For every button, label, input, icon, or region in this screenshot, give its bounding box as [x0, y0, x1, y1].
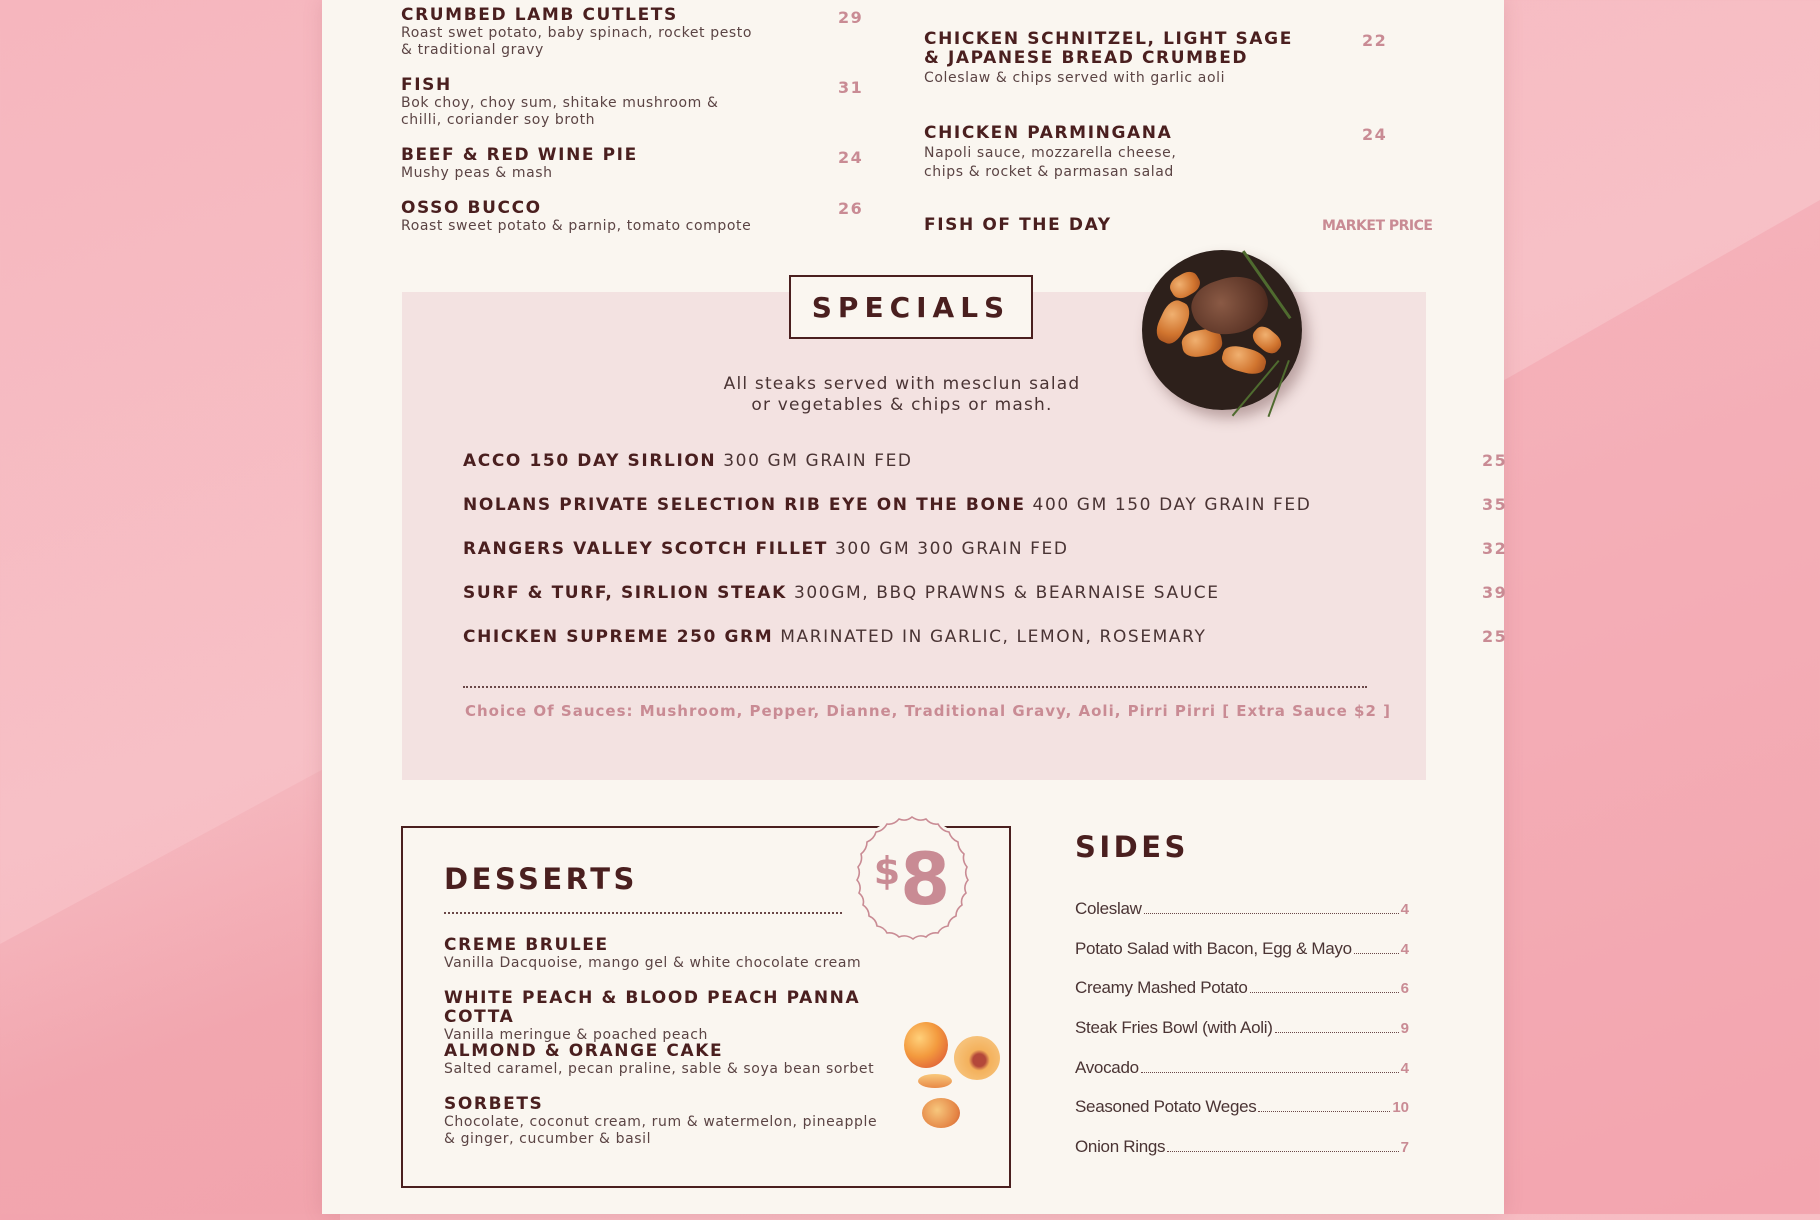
- specials-item-name: ACCO 150 DAY SIRLION: [463, 451, 717, 471]
- leader-dots: [1141, 1059, 1399, 1073]
- side-price: 6: [1400, 980, 1409, 997]
- specials-item-name: CHICKEN SUPREME 250 GRM: [463, 627, 774, 647]
- dish-price: 24: [838, 148, 864, 167]
- specials-item-desc: 300GM, BBQ PRAWNS & BEARNAISE SAUCE: [786, 583, 1220, 603]
- side-name: Creamy Mashed Potato: [1075, 978, 1248, 997]
- dessert-description: Chocolate, coconut cream, rum & watermelon, pineapple: [444, 1114, 878, 1130]
- sauces-note: Choice Of Sauces: Mushroom, Pepper, Dianne, Traditional Gravy, Aoli, Pirri Pirri [ Extra Sauce $2 ]: [465, 702, 1391, 720]
- dish-price: 29: [838, 8, 864, 27]
- specials-title: SPECIALS: [811, 290, 1011, 324]
- specials-item-price: 25: [1482, 627, 1508, 646]
- side-item: [1075, 1018, 1409, 1040]
- dessert-name: SORBETS: [444, 1094, 544, 1114]
- leader-dots: [1250, 979, 1399, 993]
- dish-name: CRUMBED LAMB CUTLETS: [401, 5, 678, 25]
- dish-description: Roast sweet potato & parnip, tomato compote: [401, 218, 752, 234]
- side-item: [1075, 1137, 1409, 1159]
- specials-item-price: 25: [1482, 451, 1508, 470]
- leader-dots: [1354, 940, 1399, 954]
- price-badge: [847, 837, 977, 936]
- dish-price: MARKET PRICE: [1322, 218, 1433, 234]
- side-price: 4: [1400, 901, 1409, 918]
- main-dish-item: [401, 146, 801, 182]
- side-price: 10: [1392, 1099, 1409, 1116]
- specials-item: [463, 495, 1508, 517]
- main-dish-item: [401, 6, 801, 59]
- specials-title-box: [789, 275, 1033, 339]
- side-price: 4: [1400, 1060, 1409, 1077]
- dish-description: Roast swet potato, baby spinach, rocket pesto: [401, 25, 753, 41]
- specials-item-price: 32: [1482, 539, 1508, 558]
- specials-item: [463, 539, 1508, 561]
- badge-currency: $: [873, 849, 901, 893]
- specials-item: [463, 583, 1508, 605]
- dish-name: FISH OF THE DAY: [924, 215, 1112, 235]
- specials-note-line1: All steaks served with mesclun salad: [723, 374, 1081, 394]
- specials-note: [622, 374, 1182, 416]
- side-item: [1075, 1058, 1409, 1080]
- dessert-name: WHITE PEACH & BLOOD PEACH PANNA COTTA: [444, 988, 861, 1027]
- side-name: Coleslaw: [1075, 899, 1142, 918]
- specials-divider: [463, 686, 1367, 688]
- main-dish-item: [401, 76, 801, 129]
- side-price: 4: [1400, 941, 1409, 958]
- sides-title: SIDES: [1075, 830, 1189, 864]
- dessert-item: [444, 1095, 904, 1148]
- specials-item-name: RANGERS VALLEY SCOTCH FILLET: [463, 539, 828, 559]
- dish-description-line2: chips & rocket & parmasan salad: [924, 164, 1174, 180]
- specials-note-line2: or vegetables & chips or mash.: [751, 395, 1053, 415]
- dish-name-line2: & JAPANESE BREAD CRUMBED: [924, 48, 1249, 68]
- dessert-description: Salted caramel, pecan praline, sable & soya bean sorbet: [444, 1061, 875, 1077]
- dish-name: FISH: [401, 75, 452, 95]
- peach-half: [954, 1036, 1000, 1080]
- side-item: [1075, 939, 1409, 961]
- side-price: 7: [1400, 1139, 1409, 1156]
- peach-slice: [918, 1074, 952, 1088]
- side-item: [1075, 978, 1409, 1000]
- dessert-description: Vanilla meringue & poached peach: [444, 1027, 709, 1043]
- dish-name: CHICKEN SCHNITZEL, LIGHT SAGE: [924, 29, 1293, 49]
- dessert-description: Vanilla Dacquoise, mango gel & white chocolate cream: [444, 955, 862, 971]
- dessert-name: CREME BRULEE: [444, 935, 609, 955]
- specials-item-desc: MARINATED IN GARLIC, LEMON, ROSEMARY: [773, 627, 1207, 647]
- side-price: 9: [1400, 1020, 1409, 1037]
- dish-price: 31: [838, 78, 864, 97]
- dish-description: Mushy peas & mash: [401, 165, 553, 181]
- background-shade-right: [1500, 200, 1820, 1214]
- leader-dots: [1275, 1019, 1399, 1033]
- peach-slice: [922, 1098, 960, 1128]
- dish-description: Coleslaw & chips served with garlic aoli: [924, 70, 1226, 86]
- badge-amount: 8: [900, 837, 951, 921]
- dessert-item: [444, 1042, 904, 1078]
- dish-name: BEEF & RED WINE PIE: [401, 145, 638, 165]
- specials-item-name: SURF & TURF, SIRLION STEAK: [463, 583, 787, 603]
- specials-item-price: 35: [1482, 495, 1508, 514]
- dessert-item: [444, 989, 904, 1044]
- specials-item-desc: 400 GM 150 DAY GRAIN FED: [1025, 495, 1312, 515]
- specials-item-desc: 300 GM 300 GRAIN FED: [827, 539, 1069, 559]
- desserts-divider: [444, 912, 842, 914]
- leader-dots: [1167, 1138, 1398, 1152]
- dish-name: CHICKEN PARMINGANA: [924, 123, 1173, 143]
- specials-item-desc: 300 GM GRAIN FED: [716, 451, 913, 471]
- dish-description-line2: & traditional gravy: [401, 42, 544, 58]
- specials-item: [463, 451, 1508, 473]
- desserts-title: DESSERTS: [444, 862, 638, 896]
- menu-page: [322, 0, 1508, 1214]
- specials-item-price: 39: [1482, 583, 1508, 602]
- dessert-description-line2: & ginger, cucumber & basil: [444, 1131, 652, 1147]
- side-name: Seasoned Potato Weges: [1075, 1097, 1257, 1116]
- side-name: Steak Fries Bowl (with Aoli): [1075, 1018, 1273, 1037]
- dish-description: Napoli sauce, mozzarella cheese,: [924, 145, 1177, 161]
- side-item: [1075, 899, 1409, 921]
- side-item: [1075, 1097, 1409, 1119]
- dish-name: OSSO BUCCO: [401, 198, 542, 218]
- main-dish-item: [924, 30, 1324, 87]
- leader-dots: [1144, 900, 1399, 914]
- specials-item: [463, 627, 1508, 649]
- main-dish-item: [924, 216, 1324, 235]
- side-name: Onion Rings: [1075, 1137, 1166, 1156]
- dish-price: 24: [1362, 125, 1388, 144]
- dish-price: 26: [838, 199, 864, 218]
- dish-description: Bok choy, choy sum, shitake mushroom &: [401, 95, 719, 111]
- dessert-name: ALMOND & ORANGE CAKE: [444, 1041, 724, 1061]
- leader-dots: [1258, 1098, 1390, 1112]
- side-name: Potato Salad with Bacon, Egg & Mayo: [1075, 939, 1352, 958]
- background-shade-left: [0, 760, 340, 1220]
- side-name: Avocado: [1075, 1058, 1139, 1077]
- main-dish-item: [924, 124, 1324, 182]
- dish-description-line2: chilli, coriander soy broth: [401, 112, 596, 128]
- specials-item-name: NOLANS PRIVATE SELECTION RIB EYE ON THE BONE: [463, 495, 1026, 515]
- dessert-item: [444, 936, 904, 972]
- peach-whole: [904, 1022, 948, 1068]
- dish-price: 22: [1362, 31, 1388, 50]
- main-dish-item: [401, 199, 801, 235]
